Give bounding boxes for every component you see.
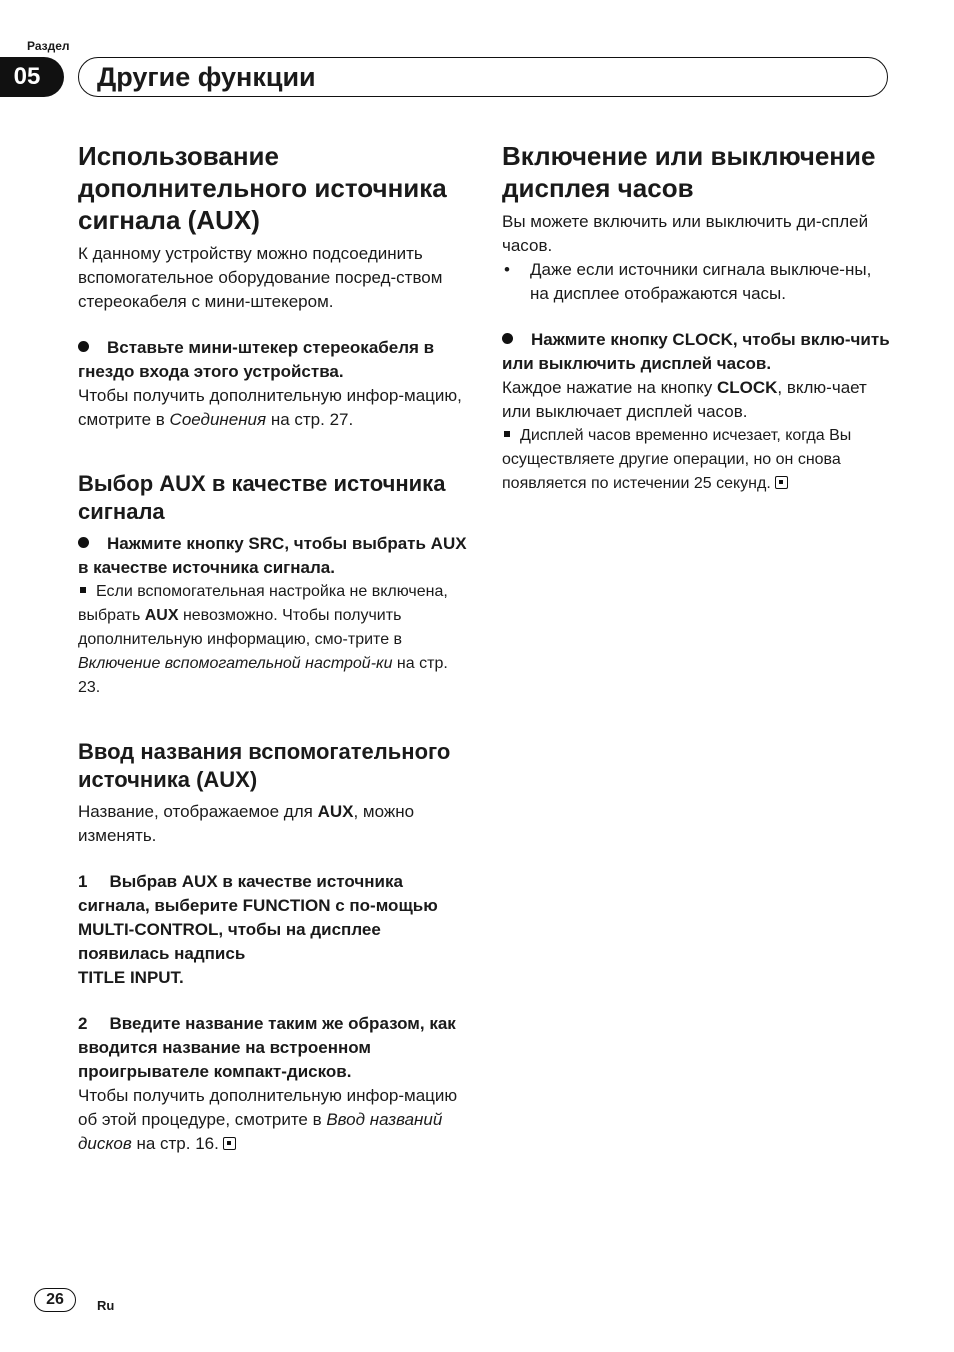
title-intro-pre: Название, отображаемое для xyxy=(78,802,318,821)
step-2-info-link[interactable]: Ввод названий дисков xyxy=(78,1110,443,1153)
clock-info-pre: Каждое нажатие на кнопку xyxy=(502,378,717,397)
step-2-text: Введите название таким же образом, как вводится название на встроенном проигрывателе компакт-дисков. xyxy=(78,1014,456,1081)
clock-info-post: , вклю-чает или выключает дисплей часов. xyxy=(502,378,867,421)
clock-intro: Вы можете включить или выключить ди-сплей часов. xyxy=(502,212,869,255)
bullet-icon xyxy=(78,537,89,548)
section-number-badge: 05 xyxy=(0,57,64,97)
step-2 xyxy=(78,1012,468,1084)
step-2-info-pre: Чтобы получить дополнительную инфор-мацию об этой процедуре, смотрите в xyxy=(78,1086,458,1129)
aux-info-pre: Чтобы получить дополнительную инфор-мацию, смотрите в xyxy=(78,386,462,429)
note-square-icon xyxy=(504,431,510,437)
clock-info xyxy=(502,376,892,424)
title-intro-post: , можно изменять. xyxy=(78,802,415,845)
step-1 xyxy=(78,870,468,990)
aux-intro: К данному устройству можно подсоединить вспомогательное оборудование посред-ством стереокабеля с мини-штекером. xyxy=(78,244,443,311)
aux-step-text: Вставьте мини-штекер стереокабеля в гнездо входа этого устройства. xyxy=(78,338,435,381)
select-step xyxy=(78,532,468,580)
clock-note-text: Дисплей часов временно исчезает, когда Вы осуществляете другие операции, но он снова появляется по истечении 25 секунд. xyxy=(502,427,852,492)
step-1-text-2: TITLE INPUT. xyxy=(78,968,184,987)
aux-heading: Использование дополнительного источника сигнала (AUX) xyxy=(78,141,447,235)
select-note-pre: Если вспомогательная настройка не включена, выбрать xyxy=(78,583,448,624)
select-note-mid: невозможно. Чтобы получить дополнительную информацию, смо-трите в xyxy=(78,607,403,648)
clock-bullet-text: Даже если источники сигнала выключе-ны, на дисплее отображаются часы. xyxy=(530,260,872,303)
note-square-icon xyxy=(80,587,86,593)
step-1-number: 1 xyxy=(78,872,88,891)
step-2-info-post: на стр. 16. xyxy=(131,1134,219,1153)
language-code: Ru xyxy=(97,1298,115,1313)
aux-info xyxy=(78,384,468,432)
select-aux-heading: Выбор AUX в качестве источника сигнала xyxy=(78,471,446,524)
bullet-icon: • xyxy=(504,260,510,279)
title-intro-bold: AUX xyxy=(317,802,354,821)
chapter-title xyxy=(78,57,888,97)
end-mark-icon xyxy=(223,1137,236,1150)
step-2-info xyxy=(78,1084,468,1156)
select-note xyxy=(78,580,468,700)
aux-step xyxy=(78,336,468,384)
clock-bullet xyxy=(502,258,892,306)
select-note-link[interactable]: Включение вспомогательной настрой-ки xyxy=(78,655,393,672)
left-column xyxy=(78,140,468,1156)
title-intro xyxy=(78,800,468,848)
bullet-icon xyxy=(78,341,89,352)
clock-info-bold: CLOCK xyxy=(716,378,778,397)
clock-heading: Включение или выключение дисплея часов xyxy=(502,141,876,203)
select-note-bold: AUX xyxy=(144,607,179,624)
select-step-text: Нажмите кнопку SRC, чтобы выбрать AUX в качестве источника сигнала. xyxy=(78,534,467,577)
aux-info-link[interactable]: Соединения xyxy=(169,410,267,429)
clock-note xyxy=(502,424,892,496)
right-column xyxy=(502,140,892,496)
chapter-title-text: Другие функции xyxy=(97,61,316,92)
end-mark-icon xyxy=(775,476,788,489)
bullet-icon xyxy=(502,333,513,344)
page-number: 26 xyxy=(34,1288,76,1312)
select-note-post: на стр. 23. xyxy=(78,655,448,696)
step-1-text: Выбрав AUX в качестве источника сигнала, выберите FUNCTION с по-мощью MULTI-CONTROL, чтобы на дисплее появилась надпись xyxy=(78,872,438,963)
step-2-number: 2 xyxy=(78,1014,88,1033)
clock-step xyxy=(502,328,892,376)
clock-step-text: Нажмите кнопку CLOCK, чтобы вклю-чить или выключить дисплей часов. xyxy=(502,330,890,373)
aux-info-post: на стр. 27. xyxy=(266,410,354,429)
title-input-heading: Ввод названия вспомогательного источника (AUX) xyxy=(78,739,451,792)
section-label: Раздел xyxy=(27,39,70,53)
